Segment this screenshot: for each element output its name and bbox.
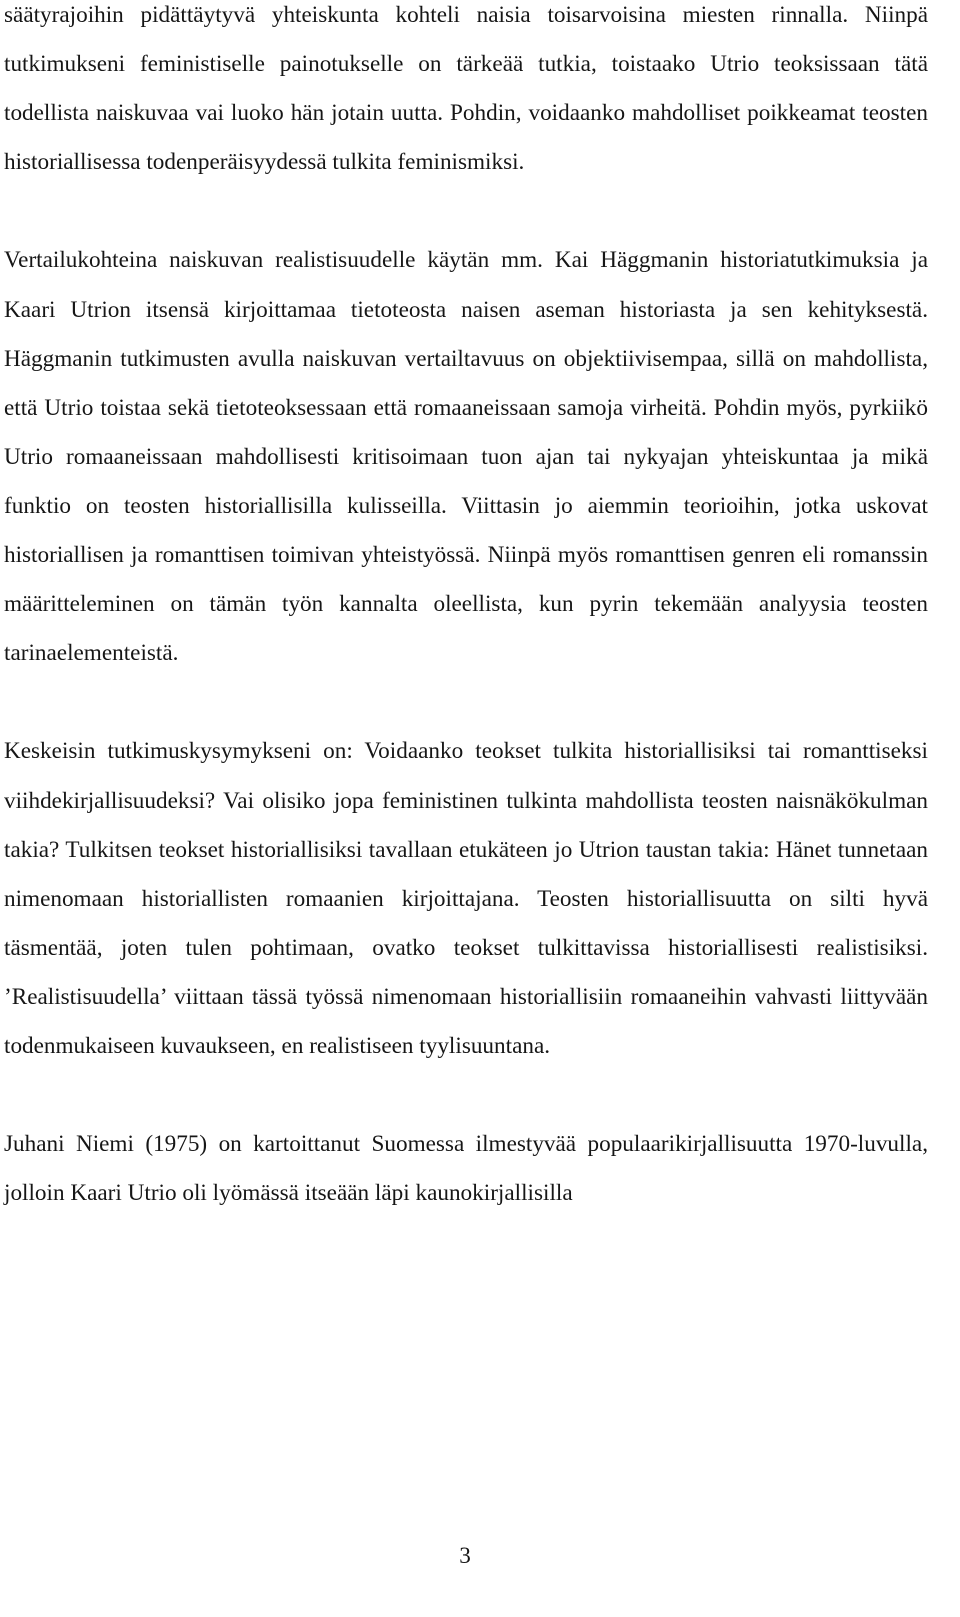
paragraph-gap [4,1071,928,1120]
page-number: 3 [459,1543,471,1569]
paragraph-gap [4,678,928,727]
paragraph-gap [4,187,928,236]
paragraph-naiskuva-intro: säätyrajoihin pidättäytyvä yhteiskunta kohteli naisia toisarvoisina miesten rinnalla. Niinpä tutkimukseni feministiselle painotukselle on tärkeää tutkia, toistaako Utrio teoksissaan tätä todellista naiskuvaa vai luoko hän jotain uutta. Pohdin, voidaanko mahdolliset poikkeamat teosten historiallisessa todenperäisyydessä tulkita feminismiksi. [4,2,928,176]
paragraph-tutkimuskysymys: Keskeisin tutkimuskysymykseni on: Voidaanko teokset tulkita historiallisiksi tai romanttiseksi viihdekirjallisuudeksi? Vai olisiko jopa feministinen tulkinta mahdollista teosten naisnäkökulman takia? Tulkitsen teokset historiallisiksi tavallaan etukäteen jo Utrion taustan takia: Hänet tunnetaan nimenomaan historiallisten romaanien kirjoittajana. Teosten historiallisuutta on silti hyvä täsmentää, joten tulen pohtimaan, ovatko teokset tulkittavissa historiallisesti realistisiksi. ’Realistisuudella’ viittaan tässä työssä nimenomaan historiallisiin romaaneihin vahvasti liittyvään todenmukaiseen kuvaukseen, en realistiseen tyylisuuntana. [4,738,928,1059]
document-page [4,0,928,1218]
paragraph-vertailukohteet: Vertailukohteina naiskuvan realistisuudelle käytän mm. Kai Häggmanin historiatutkimuksia ja Kaari Utrion itsensä kirjoittamaa tietoteosta naisen aseman historiasta ja sen kehityksestä. Häggmanin tutkimusten avulla naiskuvan vertailtavuus on objektiivisempaa, sillä on mahdollista, että Utrio toistaa sekä tietoteoksessaan että romaaneissaan samoja virheitä. Pohdin myös, pyrkiikö Utrio romaaneissaan mahdollisesti kritisoimaan tuon ajan tai nykyajan yhteiskuntaa ja mikä funktio on teosten historiallisilla kulisseilla. Viittasin jo aiemmin teorioihin, jotka uskovat historiallisen ja romanttisen toimivan yhteistyössä. Niinpä myös romanttisen genren eli romanssin määritteleminen on tämän työn kannalta oleellista, kun pyrin tekemään analyysia teosten tarinaelementeistä. [4,247,928,667]
paragraph-niemi: Juhani Niemi (1975) on kartoittanut Suomessa ilmestyvää populaarikirjallisuutta 1970-luvulla, jolloin Kaari Utrio oli lyömässä itseään läpi kaunokirjallisilla [4,1131,928,1207]
